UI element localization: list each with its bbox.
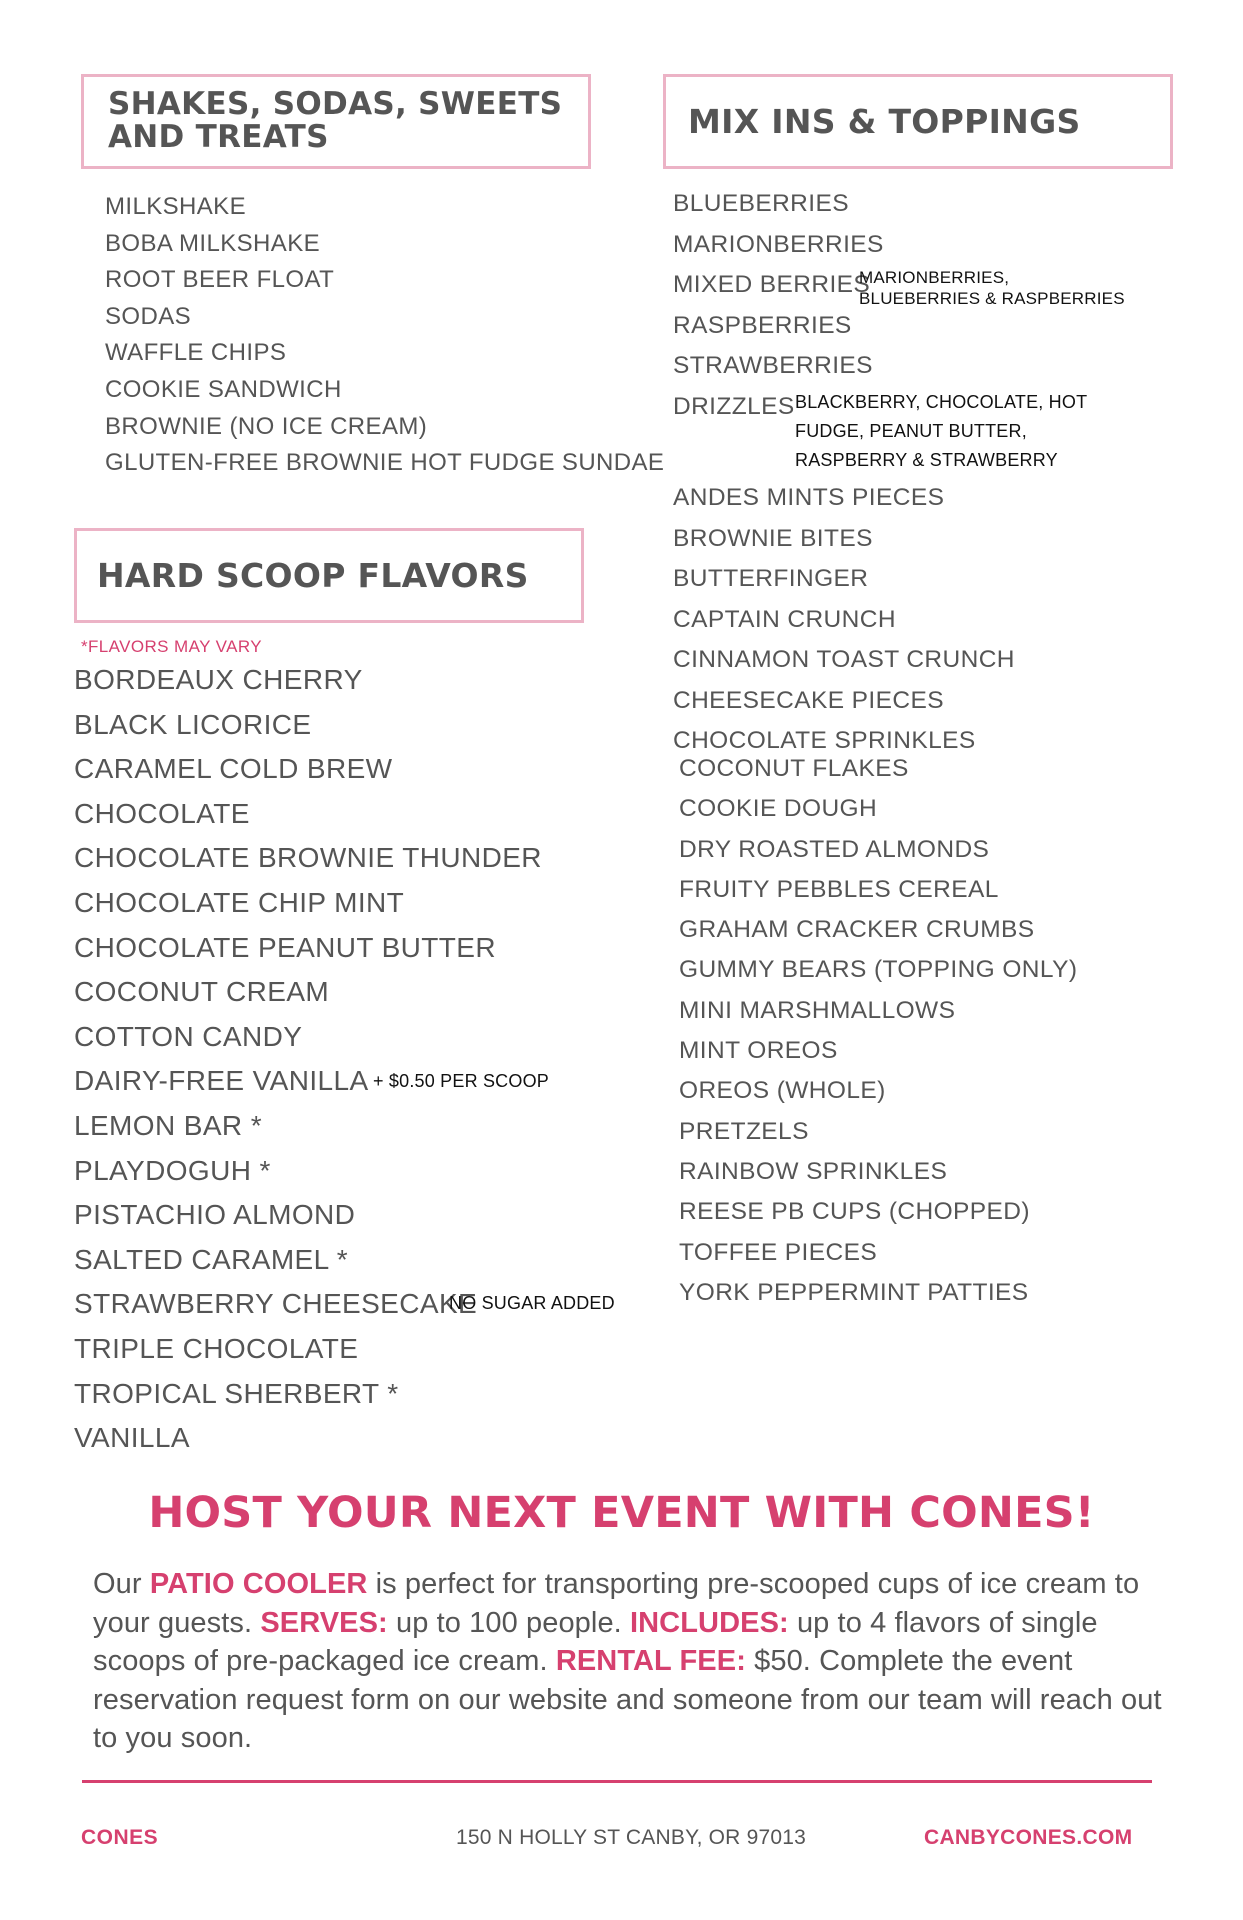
list-item: YORK PEPPERMINT PATTIES [679,1278,1029,1306]
list-item: DRIZZLES [673,392,795,420]
list-item: CINNAMON TOAST CRUNCH [673,646,1015,673]
list-item: SODAS [105,302,192,330]
list-item: STRAWBERRIES [673,352,873,379]
mix-ins-list-bottom [679,749,1077,1313]
footer-address: 150 N HOLLY ST CANBY, OR 97013 [456,1826,806,1849]
list-item: MILKSHAKE [105,193,246,220]
list-item: COCONUT FLAKES [679,755,909,782]
promo-text-5: $50. Complete the event reservation request form on our website and someone from our team will reach out to you soon. [93,1645,1162,1755]
hard-scoop-header-box [74,528,584,623]
promo-text-3: up to 100 people. [387,1606,630,1639]
serves-highlight: SERVES: [260,1606,388,1639]
promo-text-4: up to 4 flavors of single scoops of pre-packaged ice cream. [93,1606,1098,1678]
list-item: TRIPLE CHOCOLATE [74,1332,359,1364]
list-item: MINT OREOS [679,1037,838,1065]
list-item: BLACK LICORICE [74,708,312,740]
mix-ins-header-box [663,74,1173,169]
list-item: BROWNIE (NO ICE CREAM) [105,412,428,440]
list-item: TOFFEE PIECES [679,1238,878,1266]
list-item: SALTED CARAMEL * [74,1243,349,1275]
list-item: COCONUT CREAM [74,976,330,1008]
list-item: MARIONBERRIES [673,230,884,258]
list-item: REESE PB CUPS (CHOPPED) [679,1198,1030,1226]
footer-brand: CONES [81,1826,159,1849]
list-item: BROWNIE BITES [673,524,873,552]
list-item: TROPICAL SHERBERT * [74,1377,399,1409]
list-item: MINI MARSHMALLOWS [679,996,956,1024]
list-item: GRAHAM CRACKER CRUMBS [679,916,1035,944]
mixed-berries-note [859,267,1125,309]
promo-paragraph [93,1565,1173,1758]
shakes-header-box [81,74,591,169]
list-item: COOKIE DOUGH [679,795,878,823]
shakes-title [108,88,562,154]
list-item: GUMMY BEARS (TOPPING ONLY) [679,956,1078,984]
mixed-berries-note-line2: BLUEBERRIES & RASPBERRIES [859,289,1125,308]
shakes-title-line2: AND TREATS [108,119,329,155]
list-item: CHOCOLATE CHIP MINT [74,886,405,918]
dairy-free-surcharge-note: + $0.50 PER SCOOP [373,1071,549,1091]
list-item: CHOCOLATE [74,797,250,829]
drizzles-note-line3: RASPBERRY & STRAWBERRY [795,450,1058,470]
hard-scoop-title: HARD SCOOP FLAVORS [97,556,529,595]
list-item: FRUITY PEBBLES CEREAL [679,875,999,903]
list-item: VANILLA [74,1422,190,1454]
mixed-berries-note-line1: MARIONBERRIES, [859,268,1010,287]
no-sugar-added-note: NO SUGAR ADDED [449,1293,615,1313]
list-item: BOBA MILKSHAKE [105,229,321,257]
hard-scoop-list [74,658,542,1461]
list-item: MIXED BERRIES [673,271,871,298]
list-item: DRY ROASTED ALMONDS [679,835,990,863]
list-item: CHOCOLATE PEANUT BUTTER [74,931,496,963]
list-item: CHOCOLATE BROWNIE THUNDER [74,842,542,874]
list-item: BLUEBERRIES [673,190,849,217]
list-item: GLUTEN-FREE BROWNIE HOT FUDGE SUNDAE [105,449,665,477]
footer-divider [82,1780,1152,1783]
list-item: ROOT BEER FLOAT [105,266,335,294]
list-item: RAINBOW SPRINKLES [679,1157,948,1185]
list-item: COTTON CANDY [74,1020,303,1052]
footer-website-link[interactable]: CANBYCONES.COM [924,1826,1133,1849]
drizzles-note-line1: BLACKBERRY, CHOCOLATE, HOT [795,392,1088,412]
drizzles-note [795,388,1087,475]
list-item: BUTTERFINGER [673,565,869,592]
list-item: ANDES MINTS PIECES [673,484,945,511]
shakes-title-line1: SHAKES, SODAS, SWEETS [108,86,563,122]
drizzles-note-line2: FUDGE, PEANUT BUTTER, [795,421,1027,441]
list-item: CHOCOLATE SPRINKLES [673,727,976,754]
list-item: PISTACHIO ALMOND [74,1199,356,1231]
patio-cooler-highlight: PATIO COOLER [149,1568,368,1600]
list-item: CAPTAIN CRUNCH [673,605,896,633]
promo-text-2: is perfect for transporting pre-scooped cups of ice cream to your guests. [93,1568,1140,1639]
list-item: PLAYDOGUH * [74,1154,271,1186]
includes-highlight: INCLUDES: [629,1606,789,1639]
flavors-may-vary-note: *FLAVORS MAY VARY [81,637,262,656]
list-item: CARAMEL COLD BREW [74,753,393,785]
list-item: STRAWBERRY CHEESECAKE [74,1288,478,1320]
list-item: BORDEAUX CHERRY [74,664,363,695]
rental-fee-highlight: RENTAL FEE: [555,1645,746,1678]
mix-ins-title: MIX INS & TOPPINGS [688,102,1081,141]
promo-text-1: Our [93,1568,150,1600]
list-item: LEMON BAR * [74,1109,262,1141]
shakes-list [105,189,664,482]
list-item: COOKIE SANDWICH [105,375,342,403]
mix-ins-list-mid [673,478,1015,762]
list-item: CHEESECAKE PIECES [673,686,944,714]
list-item: OREOS (WHOLE) [679,1077,886,1105]
promo-title: HOST YOUR NEXT EVENT WITH CONES! [148,1488,1095,1538]
list-item: PRETZELS [679,1117,809,1145]
list-item: RASPBERRIES [673,311,852,339]
list-item: WAFFLE CHIPS [105,339,287,367]
list-item: DAIRY-FREE VANILLA [74,1065,369,1097]
